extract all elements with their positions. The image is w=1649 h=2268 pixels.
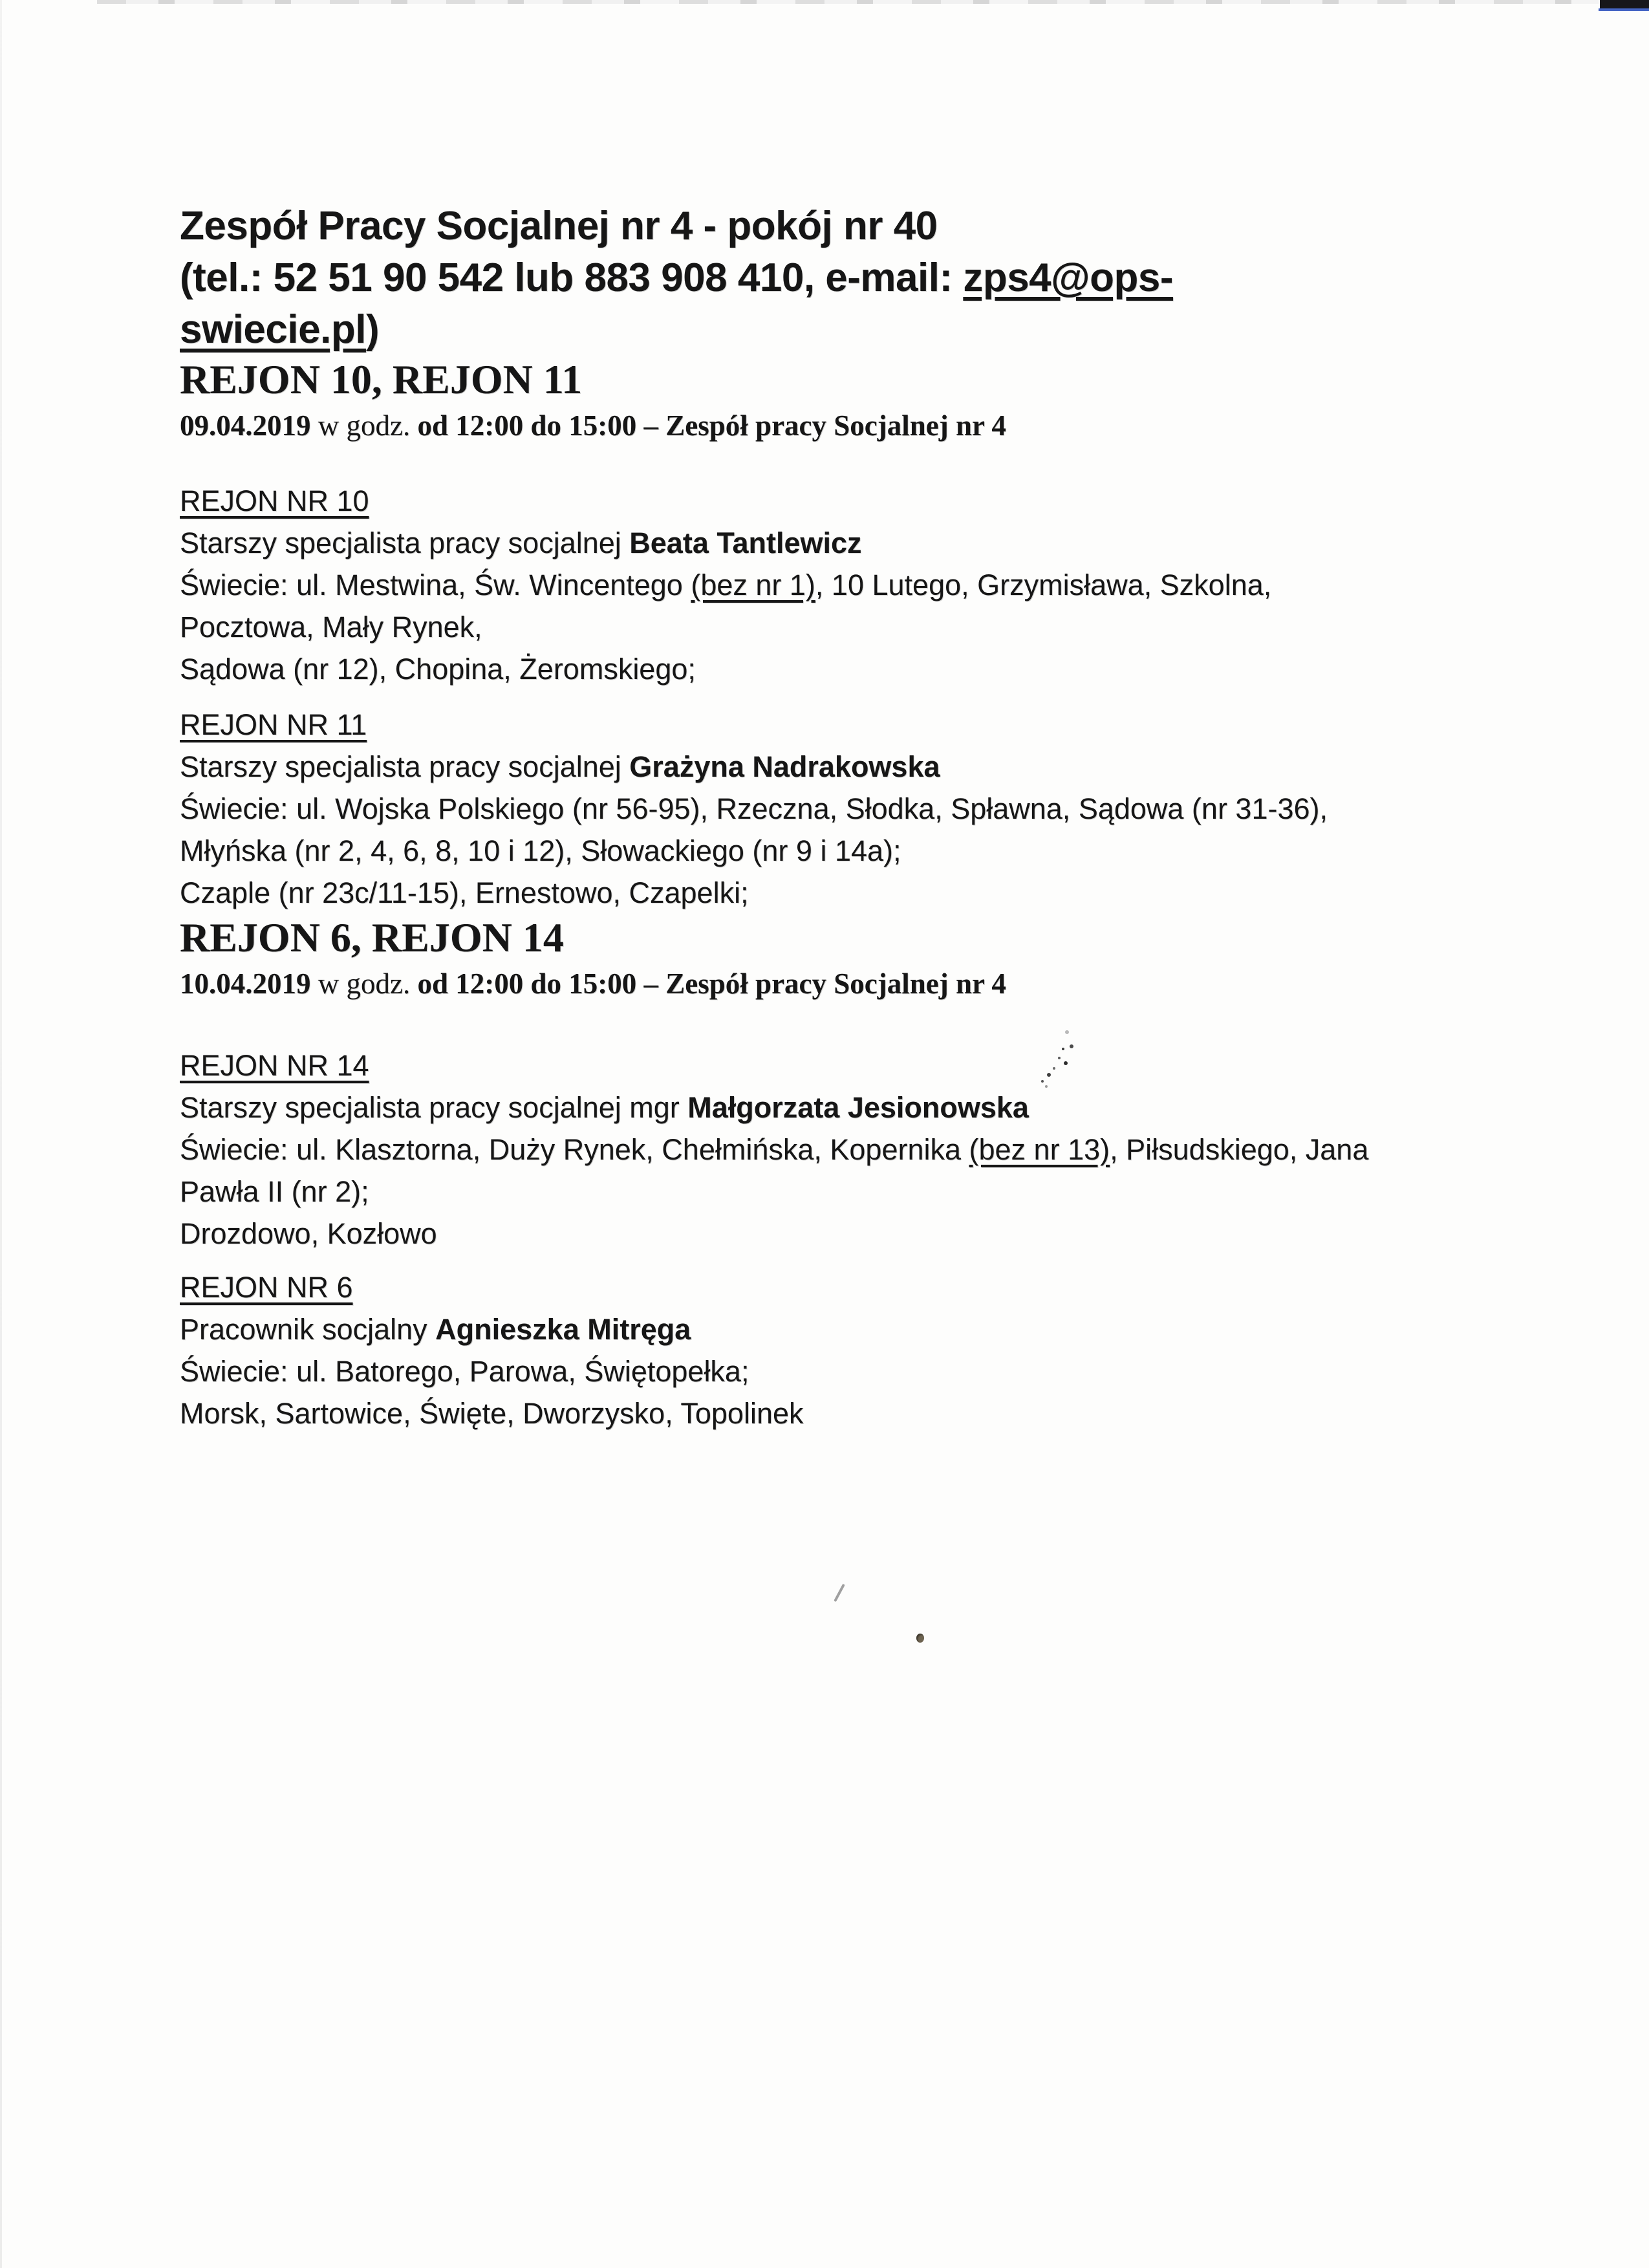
coverage-text: , 10 Lutego, Grzymisława, Szkolna,	[815, 568, 1272, 601]
ink-speck-artifact	[916, 1634, 924, 1643]
scan-left-edge-artifact	[0, 0, 2, 2268]
team-header	[180, 200, 1505, 356]
coverage-underlined-note: (bez nr 1)	[691, 568, 815, 601]
coverage-line: Sądowa (nr 12), Chopina, Żeromskiego;	[180, 653, 696, 686]
staff-name: Grażyna Nadrakowska	[629, 750, 940, 783]
document-content	[180, 200, 1505, 1434]
coverage-line: Morsk, Sartowice, Święte, Dworzysko, Topolinek	[180, 1397, 804, 1430]
group2-title: REJON 6, REJON 14	[180, 914, 564, 960]
group2-date-line	[180, 966, 1505, 1002]
group1-date-line	[180, 407, 1505, 444]
group1-title: REJON 10, REJON 11	[180, 356, 583, 402]
section-heading-r11: REJON NR 11	[180, 708, 367, 741]
coverage-line: Czaple (nr 23c/11-15), Ernestowo, Czapelki;	[180, 876, 749, 909]
scan-streak-artifact	[97, 0, 1599, 4]
section-heading-r10: REJON NR 10	[180, 484, 369, 517]
staff-role: Starszy specjalista pracy socjalnej	[180, 750, 630, 783]
staff-name: Agnieszka Mitręga	[435, 1313, 691, 1346]
coverage-underlined-note: (bez nr 13)	[969, 1133, 1110, 1166]
staff-role-line	[180, 1308, 1505, 1350]
scan-corner-bar-artifact	[1600, 0, 1649, 8]
staff-role-line	[180, 746, 1505, 788]
staff-role: Starszy specjalista pracy socjalnej mgr	[180, 1091, 688, 1124]
coverage-line: Drozdowo, Kozłowo	[180, 1217, 437, 1250]
coverage-line: Świecie: ul. Batorego, Parowa, Świętopełka;	[180, 1355, 749, 1388]
group2-date-mid: w godz.	[310, 967, 418, 1000]
coverage-text: , Piłsudskiego, Jana	[1110, 1133, 1369, 1166]
coverage-line: Młyńska (nr 2, 4, 6, 8, 10 i 12), Słowackiego (nr 9 i 14a);	[180, 834, 901, 867]
coverage-text: Świecie: ul. Klasztorna, Duży Rynek, Chełmińska, Kopernika	[180, 1133, 969, 1166]
group2-date-hours: od 12:00 do 15:00 – Zespół pracy Socjalnej nr 4	[417, 967, 1006, 1000]
coverage-line: Pocztowa, Mały Rynek,	[180, 610, 482, 643]
staff-name: Beata Tantlewicz	[629, 526, 862, 559]
staff-role: Pracownik socjalny	[180, 1313, 436, 1346]
staff-role: Starszy specjalista pracy socjalnej	[180, 526, 630, 559]
staff-role-line	[180, 522, 1505, 564]
section-rejon-nr-11	[180, 704, 1505, 914]
staff-name: Małgorzata Jesionowska	[687, 1091, 1029, 1124]
group1-date-mid: w godz.	[310, 409, 418, 442]
closing-paren: )	[365, 307, 380, 352]
coverage-line	[180, 564, 1505, 606]
section-heading-r14: REJON NR 14	[180, 1049, 369, 1082]
contact-line: (tel.: 52 51 90 542 lub 883 908 410, e-mail:	[180, 255, 964, 300]
coverage-line: Świecie: ul. Wojska Polskiego (nr 56-95), Rzeczna, Słodka, Spławna, Sądowa (nr 31-36),	[180, 792, 1328, 825]
email-link-part2: swiecie.pl	[180, 307, 366, 352]
coverage-line: Pawła II (nr 2);	[180, 1175, 369, 1208]
coverage-text: Świecie: ul. Mestwina, Św. Wincentego	[180, 568, 691, 601]
section-rejon-nr-6	[180, 1266, 1505, 1434]
section-rejon-nr-14	[180, 1044, 1505, 1255]
group1-date-hours: od 12:00 do 15:00 – Zespół pracy Socjalnej nr 4	[417, 409, 1006, 442]
email-link-part1: zps4@ops-	[963, 255, 1173, 300]
team-title-line: Zespół Pracy Socjalnej nr 4 - pokój nr 40	[180, 204, 938, 248]
section-heading-r6: REJON NR 6	[180, 1271, 353, 1304]
staff-role-line	[180, 1086, 1505, 1129]
coverage-line	[180, 1129, 1505, 1171]
group1-date: 09.04.2019	[180, 409, 311, 442]
group2-date: 10.04.2019	[180, 967, 311, 1000]
section-rejon-nr-10	[180, 480, 1505, 690]
slash-smudge-artifact	[834, 1584, 845, 1602]
scan-corner-blue-line-artifact	[1599, 8, 1649, 11]
